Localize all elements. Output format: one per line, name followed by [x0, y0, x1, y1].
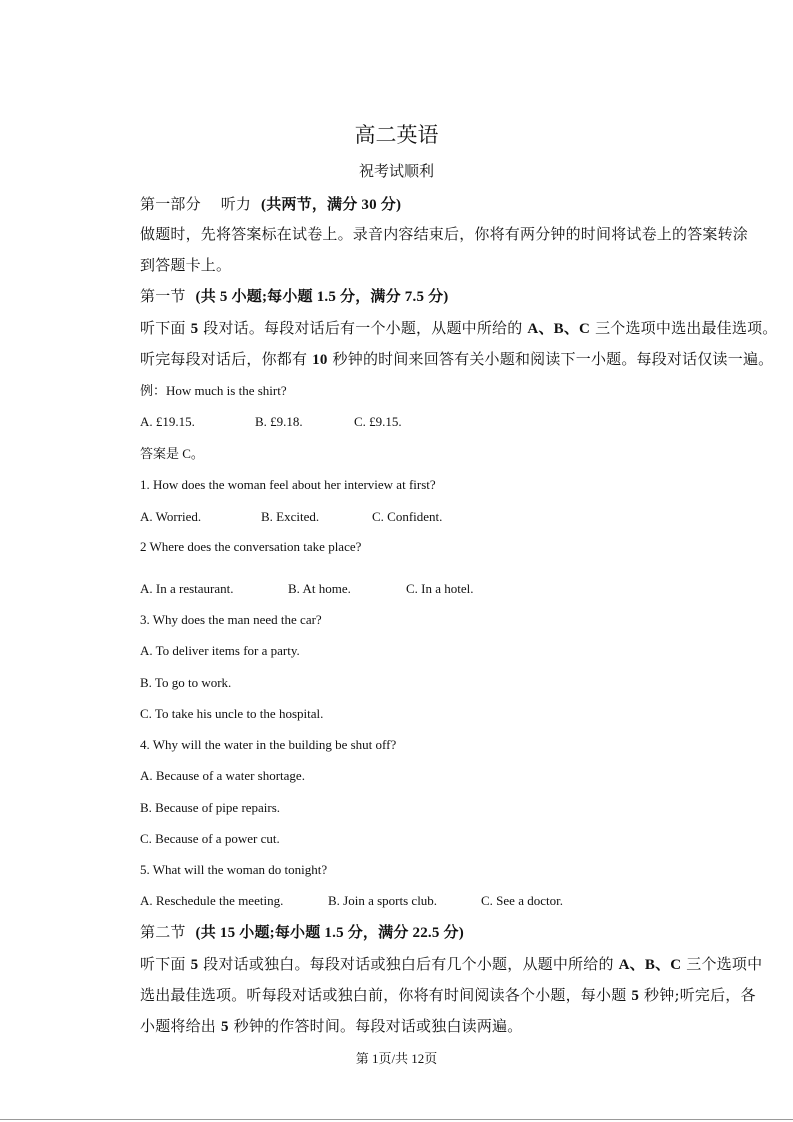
- q4-option-a: A. Because of a water shortage.: [140, 768, 305, 783]
- q3-option-a: A. To deliver items for a party.: [140, 643, 300, 658]
- example-option-b: B. £9.18.: [255, 414, 303, 429]
- q3-option-b: B. To go to work.: [140, 675, 232, 690]
- section1-heading: 第一节 (共 5 小题;每小题 1.5 分，满分 7.5 分): [140, 287, 449, 305]
- q3-option-c: C. To take his uncle to the hospital.: [140, 706, 324, 721]
- q4-option-b: B. Because of pipe repairs.: [140, 800, 281, 815]
- section2-instruction-line3: 小题将给出 5 秒钟的作答时间。每段对话或独白读两遍。: [140, 1017, 523, 1035]
- example-option-a: A. £19.15.: [140, 414, 195, 429]
- section1-instruction-line2: 听完每段对话后，你都有 10 秒钟的时间来回答有关小题和阅读下一小题。每段对话仅读一遍。: [140, 350, 774, 368]
- page-title: 高二英语: [354, 123, 439, 147]
- q1-option-a: A. Worried.: [140, 509, 202, 524]
- page-number: 第 1页/共 12页: [355, 1051, 438, 1066]
- example-answer: 答案是 C。: [140, 446, 204, 461]
- question-2: 2 Where does the conversation take place?: [140, 539, 362, 554]
- section1-instruction-line1: 听下面 5 段对话。每段对话后有一个小题，从题中所给的 A、B、C 三个选项中选出最佳选项。: [140, 319, 778, 337]
- q2-option-a: A. In a restaurant.: [140, 581, 234, 596]
- q5-option-a: A. Reschedule the meeting.: [140, 893, 284, 908]
- q1-option-c: C. Confident.: [372, 509, 443, 524]
- example-question: 例：How much is the shirt?: [140, 383, 287, 398]
- part1-instruction-line1: 做题时，先将答案标在试卷上。录音内容结束后，你将有两分钟的时间将试卷上的答案转涂: [140, 225, 749, 243]
- q4-option-c: C. Because of a power cut.: [140, 831, 280, 846]
- q2-option-c: C. In a hotel.: [406, 581, 474, 596]
- question-4: 4. Why will the water in the building be shut off?: [140, 737, 397, 752]
- q5-option-c: C. See a doctor.: [481, 893, 563, 908]
- q2-option-b: B. At home.: [288, 581, 351, 596]
- example-option-c: C. £9.15.: [354, 414, 402, 429]
- question-1: 1. How does the woman feel about her interview at first?: [140, 477, 436, 492]
- question-5: 5. What will the woman do tonight?: [140, 862, 328, 877]
- section2-heading: 第二节 (共 15 小题;每小题 1.5 分，满分 22.5 分): [140, 923, 464, 941]
- question-3: 3. Why does the man need the car?: [140, 612, 322, 627]
- part1-heading: 第一部分 听力 (共两节，满分 30 分): [140, 195, 402, 213]
- q5-option-b: B. Join a sports club.: [328, 893, 438, 908]
- q1-option-b: B. Excited.: [261, 509, 320, 524]
- part1-instruction-line2: 到答题卡上。: [140, 256, 232, 274]
- bottom-divider: [0, 1119, 793, 1120]
- section2-instruction-line1: 听下面 5 段对话或独白。每段对话或独白后有几个小题，从题中所给的 A、B、C 三个选项中: [140, 955, 763, 973]
- section2-instruction-line2: 选出最佳选项。听每段对话或独白前，你将有时间阅读各个小题，每小题 5 秒钟;听完后，各: [140, 986, 756, 1004]
- page-subtitle: 祝考试顺利: [358, 162, 434, 180]
